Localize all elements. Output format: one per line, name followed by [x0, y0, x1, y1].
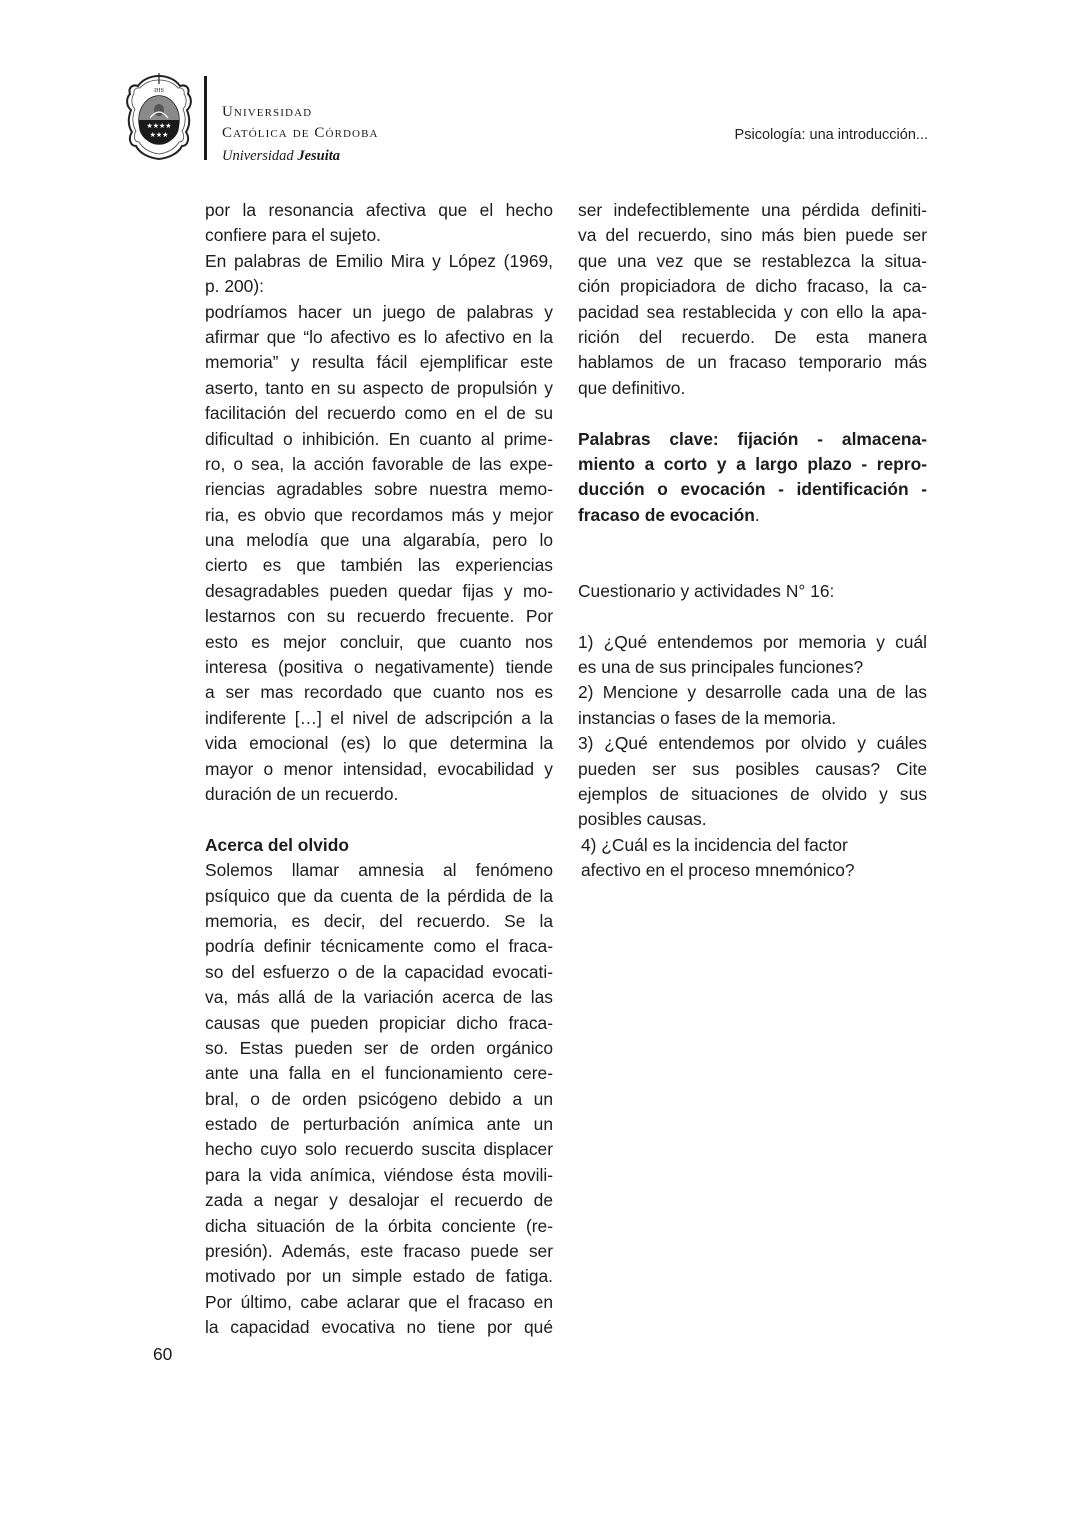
paragraph-gap [578, 401, 927, 426]
quote-line: lestarnos con su recuerdo frecuente. Por [205, 606, 553, 627]
keywords-period: . [754, 504, 760, 525]
text-line: hecho cuyo solo recuerdo suscita displacer [205, 1139, 553, 1160]
crest-icon [124, 70, 194, 165]
text-line: bral, o de orden psicógeno debido a un [205, 1088, 553, 1109]
text-line: que definitivo. [578, 377, 686, 398]
paragraph-gap [578, 528, 927, 553]
paragraph-gap [578, 553, 927, 578]
question-line: instancias o fases de la memoria. [578, 707, 837, 728]
text-line: causas que pueden propiciar dicho fraca- [205, 1012, 553, 1033]
text-line: psíquico que da cuenta de la pérdida de la [205, 885, 553, 906]
left-column [205, 198, 553, 1341]
text-line: la capacidad evocativa no tiene por qué [205, 1317, 553, 1338]
keywords-line [578, 503, 927, 528]
quote-line: cierto es que también las experiencias [205, 555, 553, 576]
question-line: posibles causas. [578, 809, 707, 830]
text-line: zada a negar y desalojar el recuerdo de [205, 1190, 553, 1211]
text-line: para la vida anímica, viéndose ésta movili- [205, 1164, 553, 1185]
question-line: 4) ¿Cuál es la incidencia del factor [581, 834, 848, 855]
university-crest-logo [124, 70, 194, 165]
keywords-line: ducción o evocación - identificación - [578, 479, 927, 500]
text-line: so. Estas pueden ser de orden orgánico [205, 1037, 553, 1058]
quote-line: afirmar que “lo afectivo es lo afectivo en la [205, 326, 553, 347]
quote-line: vida emocional (es) lo que determina la [205, 733, 553, 754]
question-3 [578, 731, 927, 833]
text-line: ante una falla en el funcionamiento cere- [205, 1063, 553, 1084]
running-head: Psicología: una introducción... [734, 127, 928, 143]
quote-line: desagradables pueden quedar fijas y mo- [205, 580, 553, 601]
text-line: presión). Además, este fracaso puede ser [205, 1241, 553, 1262]
question-line: 2) Mencione y desarrolle cada una de las [578, 682, 927, 703]
question-line: es una de sus principales funciones? [578, 657, 864, 678]
text-line: por la resonancia afectiva que el hecho [205, 200, 553, 220]
text-line: estado de perturbación anímica ante un [205, 1114, 553, 1135]
text-line: podría definir técnicamente como el fraca- [205, 936, 553, 957]
keywords-line: Palabras clave: fijación - almacena- [578, 428, 927, 449]
quote-line: duración de un recuerdo. [205, 783, 399, 804]
svg-text:IHS: IHS [154, 88, 164, 94]
quote-line: interesa (positiva o negativamente) tiende [205, 657, 553, 678]
text-line: Por último, cabe aclarar que el fracaso en [205, 1291, 553, 1312]
svg-text:★★★: ★★★ [149, 132, 169, 139]
quote-line: memoria” y resulta fácil ejemplificar este [205, 352, 553, 373]
quote-line: podríamos hacer un juego de palabras y [205, 301, 553, 322]
university-tagline [222, 145, 379, 167]
quote-line: una melodía que una algarabía, pero lo [205, 530, 553, 551]
page-number: 60 [153, 1344, 173, 1364]
question-2 [578, 680, 927, 731]
university-name-line1: Universidad [222, 104, 313, 120]
quote-line: a ser mas recordado que cuanto nos es [205, 682, 553, 703]
question-line: pueden ser sus posibles causas? Cite [578, 758, 927, 779]
tagline-regular: Universidad [222, 148, 294, 164]
tagline-bold: Jesuita [297, 148, 341, 164]
quote-line: esto es mejor concluir, que cuanto nos [205, 631, 553, 652]
keywords-line: miento a corto y a largo plazo - repro- [578, 453, 927, 474]
text-line: va, más allá de la variación acerca de las [205, 987, 553, 1008]
question-line: afectivo en el proceso mnemónico? [581, 860, 855, 881]
university-wordmark [222, 102, 379, 167]
text-line: p. 200): [205, 276, 264, 297]
question-line: 1) ¿Qué entendemos por memoria y cuál [578, 631, 927, 652]
text-line: ser indefectiblemente una pérdida definiti- [578, 200, 927, 220]
quote-line: ro, o sea, la acción favorable de las expe- [205, 453, 553, 474]
keywords-last: fracaso de evocación [578, 504, 755, 525]
svg-text:★★★★: ★★★★ [146, 123, 172, 130]
quote-line: ria, es obvio que recordamos más y mejor [205, 504, 553, 525]
text-line: dicha situación de la órbita conciente (re- [205, 1215, 553, 1236]
paragraph-gap [578, 604, 927, 629]
quote-line: mayor o menor intensidad, evocabilidad y [205, 758, 553, 779]
text-line: va del recuerdo, sino más bien puede ser [578, 225, 927, 246]
question-line: ejemplos de situaciones de olvido y sus [578, 783, 927, 804]
text-line: rición del recuerdo. De esta manera [578, 326, 927, 347]
question-line: 3) ¿Qué entendemos por olvido y cuáles [578, 733, 927, 754]
section-heading: Acerca del olvido [205, 834, 350, 855]
text-line: En palabras de Emilio Mira y López (1969, [205, 250, 553, 271]
university-name-line2: Católica de Córdoba [222, 125, 379, 141]
text-line: confiere para el sujeto. [205, 225, 381, 246]
text-line: que una vez que se restablezca la situa- [578, 250, 927, 271]
right-column [578, 198, 927, 884]
text-line: pacidad sea restablecida y con ello la apa- [578, 301, 927, 322]
quote-line: indiferente […] el nivel de adscripción a la [205, 707, 553, 728]
text-line: hablamos de un fracaso temporario más [578, 352, 927, 373]
question-1 [578, 630, 927, 681]
quote-line: dificultad o inhibición. En cuanto al prime- [205, 428, 553, 449]
text-line: memoria, es decir, del recuerdo. Se la [205, 910, 553, 931]
quote-line: riencias agradables sobre nuestra memo- [205, 479, 553, 500]
questionnaire-title: Cuestionario y actividades N° 16: [578, 580, 835, 601]
text-line: motivado por un simple estado de fatiga. [205, 1266, 553, 1287]
quote-line: facilitación del recuerdo como en el de su [205, 403, 553, 424]
text-line: so del esfuerzo o de la capacidad evocati- [205, 961, 553, 982]
question-4 [578, 833, 927, 884]
text-line: ción propiciadora de dicho fracaso, la ca- [578, 276, 927, 297]
text-line: Solemos llamar amnesia al fenómeno [205, 860, 553, 881]
quote-line: aserto, tanto en su aspecto de propulsión y [205, 377, 553, 398]
paragraph-gap [205, 807, 553, 832]
header-divider [204, 76, 207, 160]
